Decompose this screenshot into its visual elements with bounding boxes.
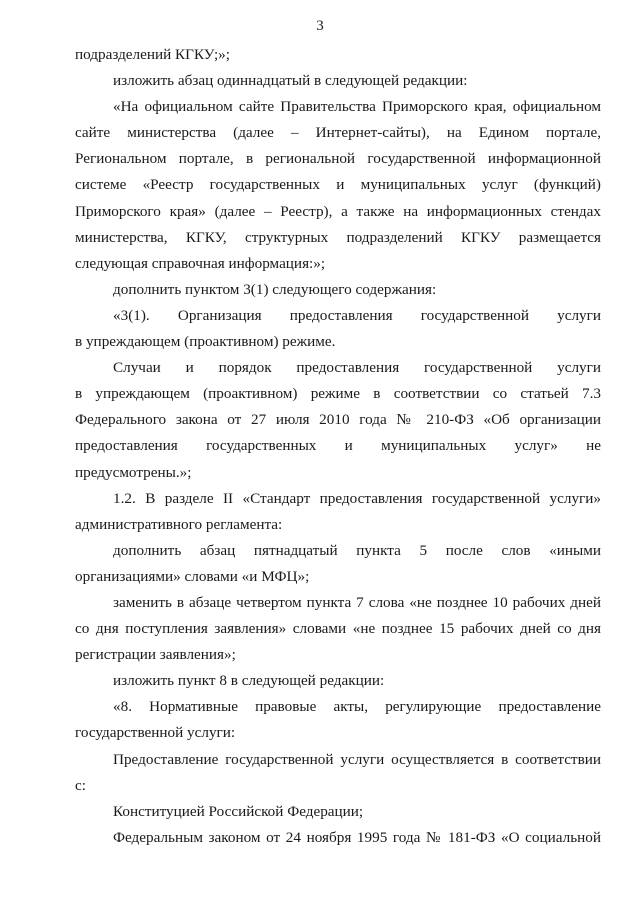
text-line: министерства, КГКУ, структурных подразделений КГКУ размещается xyxy=(75,228,601,246)
text-line: изложить пункт 8 в следующей редакции: xyxy=(113,672,385,690)
text-line: заменить в абзаце четвертом пункта 7 слова «не позднее 10 рабочих дней xyxy=(113,593,601,611)
text-line: Федерального закона от 27 июля 2010 года № 210-ФЗ «Об организации xyxy=(75,411,601,429)
text-line: в упреждающем (проактивном) режиме в соответствии со статьей 7.3 xyxy=(75,385,601,403)
text-line: сайте министерства (далее – Интернет-сайты), на Едином портале, xyxy=(75,124,601,142)
text-line: подразделений КГКУ;»; xyxy=(75,46,230,63)
text-line: регистрации заявления»; xyxy=(75,646,236,664)
text-line: со дня поступления заявления» словами «не позднее 15 рабочих дней со дня xyxy=(75,620,601,638)
text-line: Приморского края» (далее – Реестр), а также на информационных стендах xyxy=(75,202,601,220)
text-line: с: xyxy=(75,776,86,794)
text-line: государственной услуги: xyxy=(75,724,236,742)
text-line: «3(1). Организация предоставления государственной услуги xyxy=(113,306,601,324)
text-line: следующая справочная информация:»; xyxy=(75,254,326,272)
text-line: Федеральным законом от 24 ноября 1995 года № 181-ФЗ «О социальной xyxy=(113,828,601,846)
text-line: дополнить пунктом 3(1) следующего содержания: xyxy=(113,280,437,298)
text-line: Предоставление государственной услуги осуществляется в соответствии xyxy=(113,750,601,768)
page-number: 3 xyxy=(316,18,324,34)
text-line: организациями» словами «и МФЦ»; xyxy=(75,567,310,585)
text-line: Случаи и порядок предоставления государственной услуги xyxy=(113,359,601,377)
text-line: Региональном портале, в региональной государственной информационной xyxy=(75,150,601,168)
text-line: системе «Реестр государственных и муниципальных услуг (функций) xyxy=(75,176,601,194)
text-line: предусмотрены.»; xyxy=(75,463,192,481)
document-body xyxy=(75,42,601,851)
text-line: предоставления государственных и муниципальных услуг» не xyxy=(75,437,601,455)
text-line: административного регламента: xyxy=(75,515,283,533)
text-line: 1.2. В разделе II «Стандарт предоставления государственной услуги» xyxy=(113,489,601,507)
text-line: «8. Нормативные правовые акты, регулирующие предоставление xyxy=(113,698,601,716)
text-line: «На официальном сайте Правительства Приморского края, официальном xyxy=(113,98,601,116)
text-line: Конституцией Российской Федерации; xyxy=(113,802,364,820)
text-line: дополнить абзац пятнадцатый пункта 5 после слов «иными xyxy=(113,541,601,559)
text-line: изложить абзац одиннадцатый в следующей редакции: xyxy=(113,72,468,90)
text-line: в упреждающем (проактивном) режиме. xyxy=(75,333,336,351)
